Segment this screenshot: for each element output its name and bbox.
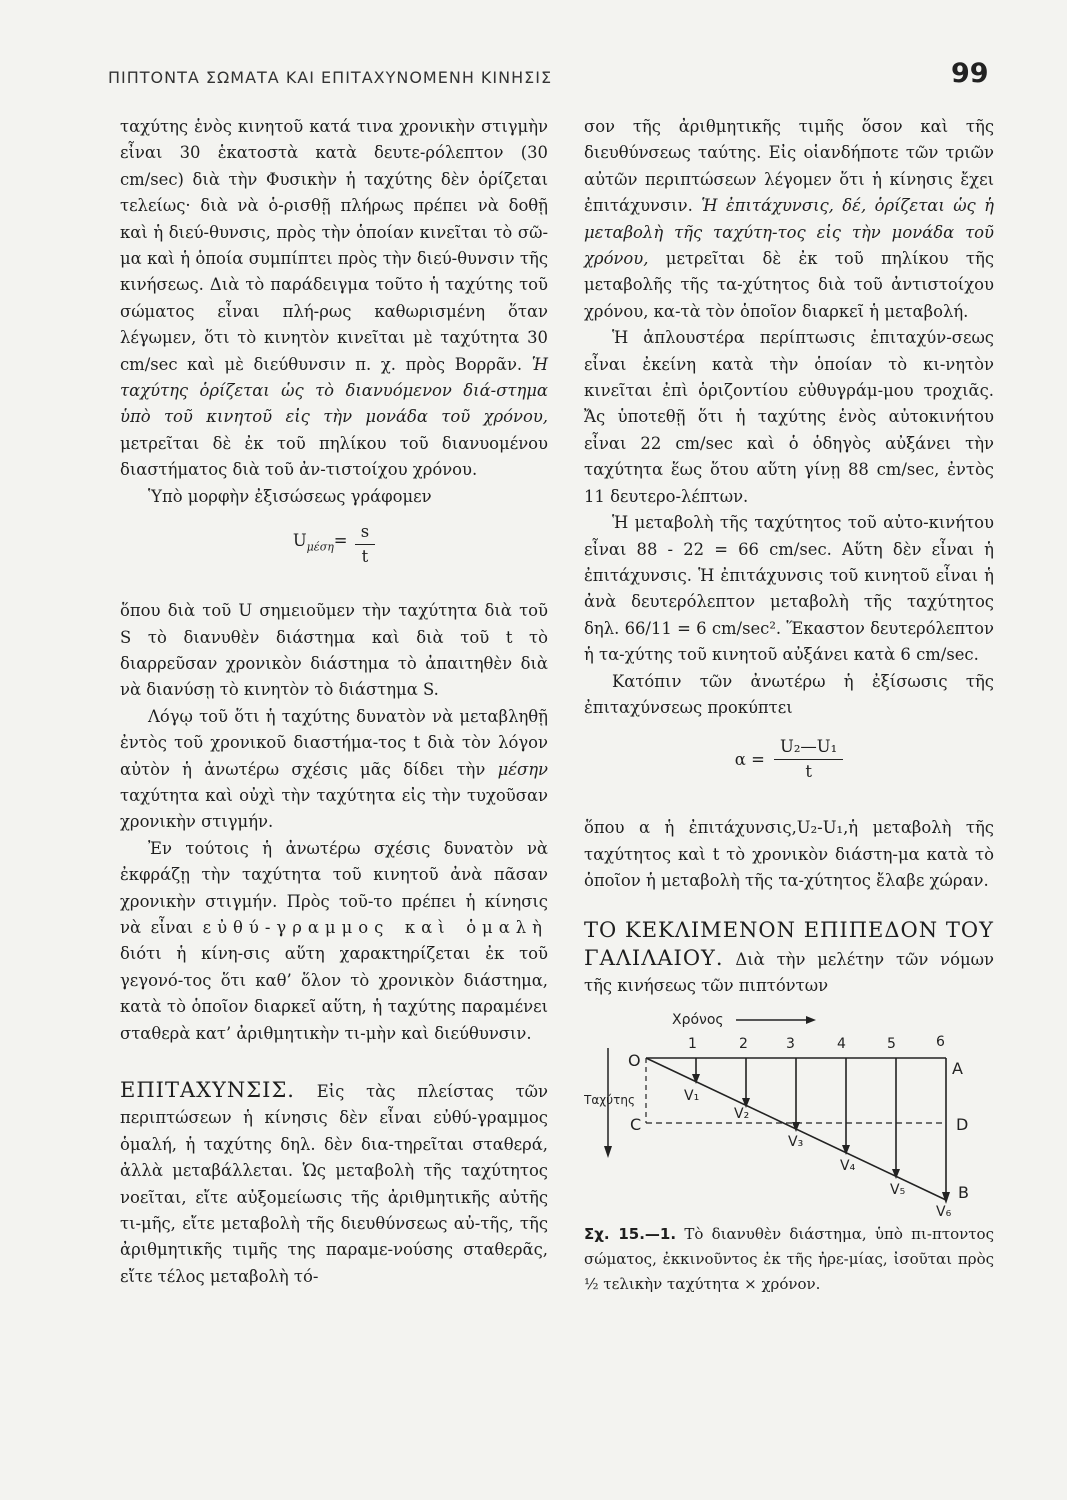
right-paragraph-3 (584, 510, 994, 668)
tick-label: 3 (786, 1035, 795, 1052)
section-heading-acceleration: ΕΠΙΤΑΧΥΝΣΙΣ. (120, 1078, 295, 1102)
inline-fraction: 66/11 (624, 618, 672, 638)
definition-emphasis: Ἡ ταχύτης ὁρίζεται ὡς τὸ διανυόμενον διά-στημα ὑπὸ τοῦ κινητοῦ εἰς τὴν μονάδα τοῦ χρόνου, (120, 354, 548, 427)
velocity-label: V₃ (788, 1133, 804, 1150)
time-arrow-head (806, 1016, 816, 1024)
point-o-label: O (628, 1050, 641, 1070)
text-run: Διὰ τὴν μελέτην τῶν νόμων τῆς κινήσεως τῶν πιπτόντων (584, 949, 994, 996)
text-run: = 6 cm/sec². Ἕκαστον δευτερόλεπτον ἡ τα-χύτης τοῦ κινητοῦ αὐξάνει κατὰ 6 cm/sec. (584, 618, 995, 665)
definition-emphasis: Ἡ ἐπιτάχυνσις, δέ, ὁρίζεται ὡς ἡ μεταβολὴ τῆς ταχύτη-τος εἰς τὴν μονάδα τοῦ χρόνου, (584, 196, 994, 269)
tick-label: 4 (837, 1035, 846, 1052)
formula-denominator: t (805, 762, 812, 782)
left-paragraph-4 (120, 704, 548, 836)
text-run: Ἡ μεταβολὴ τῆς ταχύτητος τοῦ αὐτο-κινήτου εἶναι 88 - 22 = 66 cm/sec. Αὕτη δὲν εἶναι ἡ ἐπιτάχυνσις. Ἡ ἐπιτάχυνσις τοῦ κινητοῦ εἶναι ἡ ἀνὰ δευτερόλεπτον μεταβολὴ τῆς ταχύτητος δηλ. (584, 513, 994, 638)
formula-lhs: α = (734, 749, 765, 769)
left-paragraph-1 (120, 114, 548, 484)
text-run: σον τῆς ἀριθμητικῆς τιμῆς ὅσον καὶ τῆς διευθύνσεως ταύτης. Εἰς οἱανδήποτε τῶν τριῶν αὐτῶν περιπτώσεων λέγομεν ὅτι ἡ κίνησις ἔχει ἐπιτάχυνσιν. (584, 117, 994, 216)
text-run: μετρεῖται δὲ ἐκ τοῦ πηλίκου τῆς μεταβολῆς τῆς τα-χύτητος διὰ τοῦ ἀντιστοίχου χρόνου, κα-τὰ τὸν ὁποῖον διαρκεῖ ἡ μεταβολή. (584, 249, 994, 321)
tick-label: 5 (887, 1035, 896, 1052)
point-d-label: D (956, 1114, 969, 1134)
velocity-label: V₅ (890, 1181, 906, 1198)
left-paragraph-5 (120, 836, 548, 1047)
running-title: ΠΙΠΤΟΝΤΑ ΣΩΜΑΤΑ ΚΑΙ ΕΠΙΤΑΧΥΝΟΜΕΝΗ ΚΙΝΗΣΙΣ (108, 68, 553, 87)
speed-label: Ταχύτης (584, 1092, 635, 1107)
formula-subscript: μέση (306, 540, 334, 554)
left-paragraph-2: Ὑπὸ μορφὴν ἐξισώσεως γράφομεν (148, 486, 432, 506)
tick-label: 2 (739, 1035, 748, 1052)
velocity-label: V₁ (684, 1087, 700, 1104)
figure-diagram (584, 1008, 994, 1218)
point-c-label: C (630, 1114, 642, 1134)
left-paragraph-3: ὅπου διὰ τοῦ U σημειοῦμεν τὴν ταχύτητα διὰ τοῦ S τὸ διανυθὲν διάστημα καὶ διὰ τοῦ t τὸ διαρρεῦσαν χρονικὸν διάστημα τὸ ἀπαιτηθὲν διὰ νὰ διανύσῃ τὸ κινητὸν τὸ διάστημα S. (120, 601, 548, 700)
formula-lhs: U (292, 531, 307, 551)
velocity-label: V₂ (734, 1105, 750, 1122)
right-paragraph-1 (584, 114, 994, 325)
velocity-formula: $U_{\mu έ\sigma\eta}=$ $\frac{s}{t}$ (120, 520, 548, 586)
right-paragraph-6 (584, 917, 994, 1000)
text-run: Εἰς τὰς πλείστας τῶν περιπτώσεων ἡ κίνησις δὲν εἶναι εὐθύ-γραμμος ὁμαλή, ἡ ταχύτης δηλ. δὲν δια-τηρεῖται σταθερά, ἀλλὰ μεταβάλλεται. Ὡς μεταβολὴ τῆς ταχύτητος νοεῖται, εἴτε αὐξομείωσις τῆς ἀριθμητικῆς αὐτῆς τι-μῆς, εἴτε μεταβολὴ τῆς διευθύνσεως αὐ-τῆς, τῆς ἀριθμητικῆς τιμῆς της παραμε-νούσης σταθερᾶς, εἴτε τέλος μεταβολὴ τό- (120, 1082, 548, 1286)
acceleration-formula (584, 735, 994, 801)
text-run: ταχύτης ἑνὸς κινητοῦ κατά τινα χρονικὴν στιγμὴν εἶναι 30 ἑκατοστὰ κατὰ δευτε-ρόλεπτον (30 cm/sec) διὰ τὴν Φυσικὴν ἡ ταχύτης δὲν ὁρίζεται τελείως· διὰ νὰ ὁ-ρισθῇ πλήρως πρέπει νὰ δοθῇ καὶ ἡ διεύ-θυνσις, πρὸς τὴν ὁποίαν κινεῖται τὸ σῶ-μα καὶ ἡ ὁποία συμπίπτει πρὸς τὴν διεύ-θυνσιν τῆς κινήσεως. Διὰ τὸ παράδειγμα τοῦτο ἡ ταχύτης τοῦ σώματος εἶναι πλή-ρως καθωρισμένη ὅταν λέγωμεν, ὅτι τὸ κινητὸν κινεῖται μὲ ταχύτητα 30 cm/sec καὶ μὲ διεύθυνσιν π. χ. πρὸς Βορρᾶν. (120, 117, 548, 374)
right-paragraph-2: Ἡ ἁπλουστέρα περίπτωσις ἐπιταχύν-σεως εἶναι ἐκείνη κατὰ τὴν ὁποίαν τὸ κι-νητὸν κινεῖται ἐπὶ ὁριζοντίου εὐθυγράμ-μου τροχιᾶς. Ἄς ὑποτεθῇ ὅτι ἡ ταχύτης ἑνὸς αὐτοκινήτου εἶναι 22 cm/sec καὶ ὁ ὁδηγὸς αὐξάνει τὴν ταχύτητα ἕως ὅτου αὕτη γίνῃ 88 cm/sec, ἐντὸς 11 δευτερο-λέπτων. (584, 328, 994, 506)
velocity-label: V₄ (840, 1157, 856, 1174)
text-run: διότι ἡ κίνη-σις αὕτη χαρακτηρίζεται ἐκ τοῦ γεγονό-τος ὅτι καθ’ ὅλον τὸ χρονικὸν διάστημα, κατὰ τὸ ὁποῖον διαρκεῖ αὕτη, ἡ ταχύτης παραμένει σταθερὰ κατ’ ἀριθμητικὴν τι-μὴν καὶ διεύθυνσιν. (120, 944, 548, 1043)
formula-numerator: s (355, 520, 375, 545)
section-heading-galileo: ΤΟ ΚΕΚΛΙΜΕΝΟΝ ΕΠΙΠΕΔΟΝ ΤΟΥ ΓΑΛΙΛΑΙΟΥ. (584, 917, 994, 970)
left-column (120, 114, 548, 1290)
speed-arrow-head (604, 1146, 612, 1158)
point-a-label: A (952, 1058, 963, 1078)
text-run: ταχύτητα καὶ οὐχὶ τὴν ταχύτητα εἰς τὴν τυχοῦσαν χρονικὴν στιγμήν. (120, 785, 548, 832)
tick-label: 6 (936, 1033, 945, 1050)
velocity-label: V₆ (936, 1203, 952, 1218)
formula-fraction (355, 520, 375, 569)
spaced-emphasis: εὐθύ-γραμμος καὶ ὁμαλὴ (202, 917, 548, 937)
text-run: μετρεῖται δὲ ἐκ τοῦ πηλίκου τοῦ διανυομένου διαστήματος διὰ τοῦ ἀν-τιστοίχου χρόνου. (120, 433, 548, 480)
figure-caption (584, 1222, 994, 1297)
tick-label: 1 (688, 1035, 697, 1052)
page-number: 99 (951, 58, 989, 89)
formula-fraction (774, 735, 843, 784)
text-run: Λόγῳ τοῦ ὅτι ἡ ταχύτης δυνατὸν νὰ μεταβληθῇ ἐντὸς τοῦ χρονικοῦ διαστήμα-τος t διὰ τὸν λόγον αὐτὸν ἡ ἀνωτέρω σχέσις μᾶς δίδει τὴν (120, 706, 548, 779)
point-b-label: B (958, 1182, 969, 1202)
right-paragraph-5: ὅπου α ἡ ἐπιτάχυνσις,U₂-U₁,ἡ μεταβολὴ τῆς ταχύτητος καὶ t τὸ χρονικὸν διάστη-μα κατὰ τὸ ὁποῖον ἡ μεταβολὴ τῆς τα-χύτητος ἔλαβε χώραν. (584, 818, 994, 891)
right-paragraph-4: Κατόπιν τῶν ἀνωτέρω ἡ ἐξίσωσις τῆς ἐπιταχύνσεως προκύπτει (584, 671, 994, 717)
caption-text: Τὸ διανυθὲν διάστημα, ὑπὸ πι-πτοντος σώματος, ἐκκινοῦντος ἐκ τῆς ἠρε-μίας, ἰσοῦται πρὸς ½ τελικὴν ταχύτητα × χρόνον. (584, 1224, 994, 1293)
text-run: Ἐν τούτοις ἡ ἀνωτέρω σχέσις δυνατὸν νὰ ἐκφράζῃ τὴν ταχύτητα τοῦ κινητοῦ ἀνὰ πᾶσαν χρονικὴν στιγμήν. Πρὸς τοῦ-το πρέπει ἡ κίνησις νὰ εἶναι (120, 838, 548, 937)
left-paragraph-6 (120, 1077, 548, 1290)
time-label: Χρόνος (672, 1011, 724, 1028)
right-column (584, 114, 994, 1298)
emphasis: μέσην (497, 759, 548, 779)
caption-label: Σχ. 15.—1. (584, 1224, 677, 1243)
formula-numerator: U₂—U₁ (774, 735, 843, 760)
figure-velocity-time (584, 1008, 994, 1298)
formula-denominator: t (361, 547, 369, 567)
